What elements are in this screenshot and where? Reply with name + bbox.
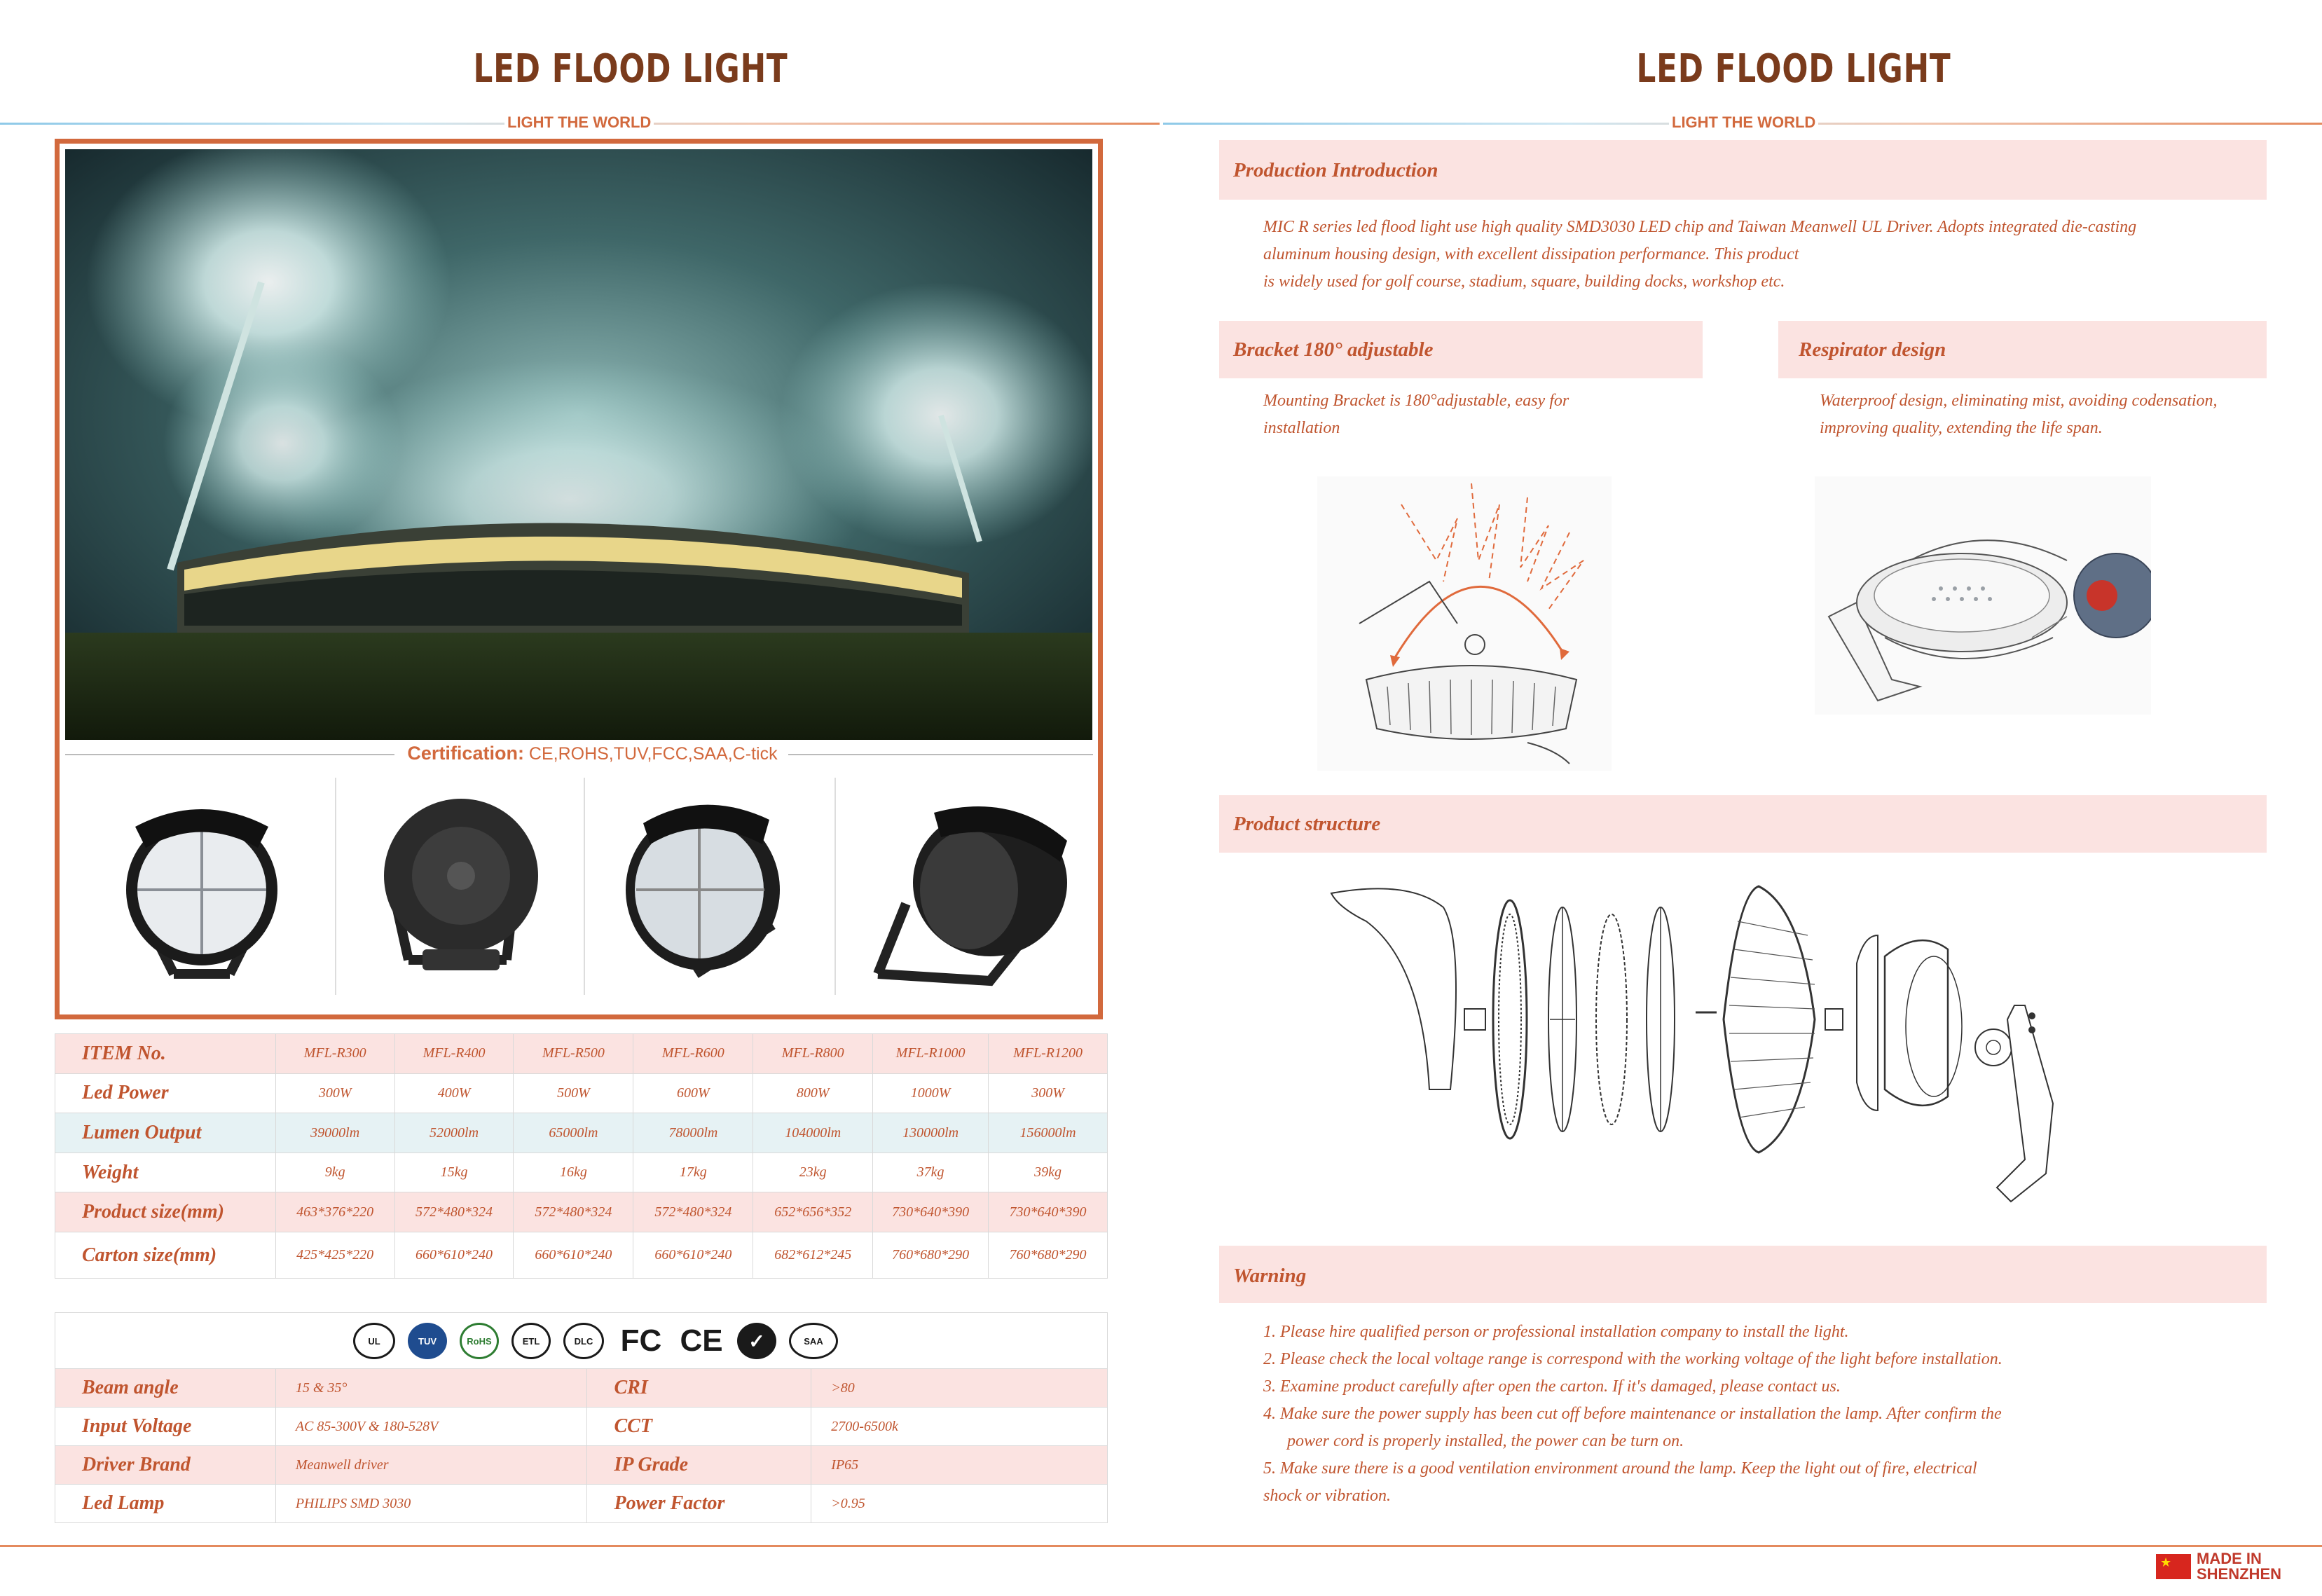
attribute-label: CCT bbox=[587, 1408, 811, 1446]
left-page-title: LED FLOOD LIGHT bbox=[473, 46, 788, 92]
attribute-row bbox=[55, 1408, 1108, 1446]
spec-cell: 104000lm bbox=[753, 1113, 873, 1153]
left-tagline: LIGHT THE WORLD bbox=[504, 113, 654, 132]
attribute-label: Led Lamp bbox=[55, 1485, 276, 1523]
saa-logo-icon: SAA bbox=[789, 1323, 838, 1359]
attribute-value: IP65 bbox=[811, 1446, 1108, 1485]
spec-cell: 660*610*240 bbox=[514, 1232, 633, 1279]
hero-frame bbox=[55, 139, 1103, 1019]
spec-row bbox=[55, 1153, 1108, 1192]
spec-row bbox=[55, 1034, 1108, 1074]
certification-line bbox=[401, 743, 783, 764]
spec-cell: 730*640*390 bbox=[989, 1192, 1108, 1232]
spec-cell: 400W bbox=[394, 1073, 514, 1113]
spec-cell: 15kg bbox=[394, 1153, 514, 1192]
attribute-value: 2700-6500k bbox=[811, 1408, 1108, 1446]
attribute-row bbox=[55, 1485, 1108, 1523]
warning-line: 1. Please hire qualified person or professional installation company to install the light. bbox=[1263, 1323, 1849, 1341]
bracket-adjust-diagram bbox=[1317, 476, 1612, 771]
bracket-title: Bracket 180° adjustable bbox=[1233, 338, 1434, 361]
spec-row bbox=[55, 1113, 1108, 1153]
thumb-divider bbox=[834, 778, 836, 995]
made-in-text: MADE IN bbox=[2197, 1550, 2262, 1567]
structure-title: Product structure bbox=[1233, 813, 1381, 835]
respirator-text bbox=[1820, 387, 2268, 442]
spec-cell: 9kg bbox=[275, 1153, 394, 1192]
attributes-table bbox=[55, 1368, 1108, 1523]
spec-cell: 1000W bbox=[873, 1073, 989, 1113]
spec-row bbox=[55, 1192, 1108, 1232]
fcc-logo-icon: FC bbox=[620, 1323, 662, 1358]
attribute-value: 15 & 35° bbox=[275, 1369, 587, 1408]
respirator-line: improving quality, extending the life span. bbox=[1820, 419, 2103, 437]
spec-cell: 52000lm bbox=[394, 1113, 514, 1153]
attribute-label: CRI bbox=[587, 1369, 811, 1408]
ce-logo-icon: CE bbox=[680, 1323, 723, 1358]
spec-cell: MFL-R1200 bbox=[989, 1034, 1108, 1074]
attribute-value: Meanwell driver bbox=[275, 1446, 587, 1485]
spec-cell: 730*640*390 bbox=[873, 1192, 989, 1232]
spec-cell: MFL-R600 bbox=[633, 1034, 753, 1074]
right-page-title: LED FLOOD LIGHT bbox=[1636, 46, 1951, 92]
attribute-value: >0.95 bbox=[811, 1485, 1108, 1523]
spec-cell: 300W bbox=[275, 1073, 394, 1113]
attribute-row bbox=[55, 1446, 1108, 1485]
intro-line: MIC R series led flood light use high quality SMD3030 LED chip and Taiwan Meanwell UL Driver. Adopts integrated die-casting bbox=[1263, 218, 2137, 236]
warning-line: shock or vibration. bbox=[1263, 1487, 1391, 1505]
product-angle-image bbox=[605, 785, 815, 988]
spec-table bbox=[55, 1033, 1108, 1279]
attribute-label: Input Voltage bbox=[55, 1408, 276, 1446]
attribute-label: Beam angle bbox=[55, 1369, 276, 1408]
respirator-line: Waterproof design, eliminating mist, avoiding codensation, bbox=[1820, 392, 2218, 410]
spec-cell: 39kg bbox=[989, 1153, 1108, 1192]
certification-label: Certification: bbox=[407, 743, 524, 764]
cert-logos-row bbox=[55, 1312, 1108, 1368]
spec-cell: 156000lm bbox=[989, 1113, 1108, 1153]
c-tick-logo-icon: ✓ bbox=[737, 1323, 776, 1359]
spec-cell: MFL-R1000 bbox=[873, 1034, 989, 1074]
warning-text bbox=[1263, 1319, 2258, 1510]
spec-cell: 682*612*245 bbox=[753, 1232, 873, 1279]
made-in-badge bbox=[2156, 1550, 2317, 1585]
intro-line: is widely used for golf course, stadium, square, building docks, workshop etc. bbox=[1263, 273, 1785, 291]
spec-cell: 37kg bbox=[873, 1153, 989, 1192]
warning-line: 2. Please check the local voltage range is correspond with the working voltage of the light before installation. bbox=[1263, 1350, 2002, 1368]
attribute-value: PHILIPS SMD 3030 bbox=[275, 1485, 587, 1523]
spec-row-label: Weight bbox=[55, 1153, 276, 1192]
spec-cell: 39000lm bbox=[275, 1113, 394, 1153]
production-intro-text bbox=[1263, 214, 2258, 296]
spec-cell: 660*610*240 bbox=[394, 1232, 514, 1279]
spec-row-label: ITEM No. bbox=[55, 1034, 276, 1074]
spec-cell: 65000lm bbox=[514, 1113, 633, 1153]
intro-line: aluminum housing design, with excellent dissipation performance. This product bbox=[1263, 245, 1799, 263]
spec-cell: MFL-R300 bbox=[275, 1034, 394, 1074]
exploded-structure-diagram bbox=[1324, 879, 2088, 1216]
bracket-line: Mounting Bracket is 180°adjustable, easy for bbox=[1263, 392, 1569, 410]
spec-cell: 800W bbox=[753, 1073, 873, 1113]
product-thumbnails bbox=[65, 778, 1092, 1002]
spec-cell: 500W bbox=[514, 1073, 633, 1113]
thumb-divider bbox=[584, 778, 585, 995]
spec-row-label: Carton size(mm) bbox=[55, 1232, 276, 1279]
spec-cell: MFL-R400 bbox=[394, 1034, 514, 1074]
rohs-logo-icon: RoHS bbox=[460, 1323, 499, 1359]
certification-rule-right bbox=[788, 754, 1093, 755]
etl-logo-icon: ETL bbox=[511, 1323, 551, 1359]
spec-row-label: Product size(mm) bbox=[55, 1192, 276, 1232]
spec-cell: 572*480*324 bbox=[633, 1192, 753, 1232]
warning-band bbox=[1219, 1246, 2267, 1303]
spec-cell: 17kg bbox=[633, 1153, 753, 1192]
right-tagline: LIGHT THE WORLD bbox=[1669, 113, 1818, 132]
spec-cell: 660*610*240 bbox=[633, 1232, 753, 1279]
spec-cell: 463*376*220 bbox=[275, 1192, 394, 1232]
bracket-text bbox=[1263, 387, 1684, 442]
spec-cell: 23kg bbox=[753, 1153, 873, 1192]
product-front-image bbox=[107, 785, 296, 988]
warning-line: 3. Examine product carefully after open the carton. If it's damaged, please contact us. bbox=[1263, 1377, 1841, 1396]
attribute-label: Power Factor bbox=[587, 1485, 811, 1523]
respirator-title: Respirator design bbox=[1799, 338, 1946, 361]
product-side-image bbox=[857, 785, 1074, 988]
attribute-row bbox=[55, 1369, 1108, 1408]
warning-line: power cord is properly installed, the power can be turn on. bbox=[1287, 1432, 1684, 1450]
thumb-divider bbox=[335, 778, 336, 995]
spec-cell: 78000lm bbox=[633, 1113, 753, 1153]
spec-cell: MFL-R800 bbox=[753, 1034, 873, 1074]
spec-row-label: Led Power bbox=[55, 1073, 276, 1113]
spec-cell: 572*480*324 bbox=[514, 1192, 633, 1232]
warning-title: Warning bbox=[1233, 1265, 1307, 1287]
shenzhen-text: SHENZHEN bbox=[2197, 1565, 2282, 1583]
dlc-logo-icon: DLC bbox=[563, 1323, 604, 1359]
spec-cell: 760*680*290 bbox=[873, 1232, 989, 1279]
certification-value: CE,ROHS,TUV,FCC,SAA,C-tick bbox=[528, 744, 778, 764]
certification-rule-left bbox=[65, 754, 394, 755]
spec-cell: 600W bbox=[633, 1073, 753, 1113]
attribute-label: IP Grade bbox=[587, 1446, 811, 1485]
respirator-diagram bbox=[1815, 476, 2151, 715]
ul-listed-logo-icon: UL bbox=[353, 1323, 395, 1359]
warning-line: 4. Make sure the power supply has been cut off before maintenance or installation the lamp. After confirm the bbox=[1263, 1405, 2002, 1423]
bracket-line: installation bbox=[1263, 419, 1340, 437]
warning-line: 5. Make sure there is a good ventilation environment around the lamp. Keep the light out of fire, electrical bbox=[1263, 1459, 1977, 1478]
spec-cell: 300W bbox=[989, 1073, 1108, 1113]
spec-row bbox=[55, 1073, 1108, 1113]
spec-cell: 130000lm bbox=[873, 1113, 989, 1153]
spec-cell: 16kg bbox=[514, 1153, 633, 1192]
spec-row bbox=[55, 1232, 1108, 1279]
attribute-value: >80 bbox=[811, 1369, 1108, 1408]
footer-rule bbox=[0, 1545, 2322, 1547]
spec-cell: 425*425*220 bbox=[275, 1232, 394, 1279]
spec-cell: 760*680*290 bbox=[989, 1232, 1108, 1279]
product-back-image bbox=[359, 785, 563, 988]
spec-cell: 572*480*324 bbox=[394, 1192, 514, 1232]
production-intro-title: Production Introduction bbox=[1233, 159, 1438, 181]
attribute-label: Driver Brand bbox=[55, 1446, 276, 1485]
spec-cell: MFL-R500 bbox=[514, 1034, 633, 1074]
spec-cell: 652*656*352 bbox=[753, 1192, 873, 1232]
attribute-value: AC 85-300V & 180-528V bbox=[275, 1408, 587, 1446]
spec-row-label: Lumen Output bbox=[55, 1113, 276, 1153]
stadium-night-photo bbox=[65, 149, 1092, 740]
china-flag-icon: ★ bbox=[2156, 1554, 2191, 1579]
tuv-logo-icon: TUV bbox=[408, 1323, 447, 1359]
